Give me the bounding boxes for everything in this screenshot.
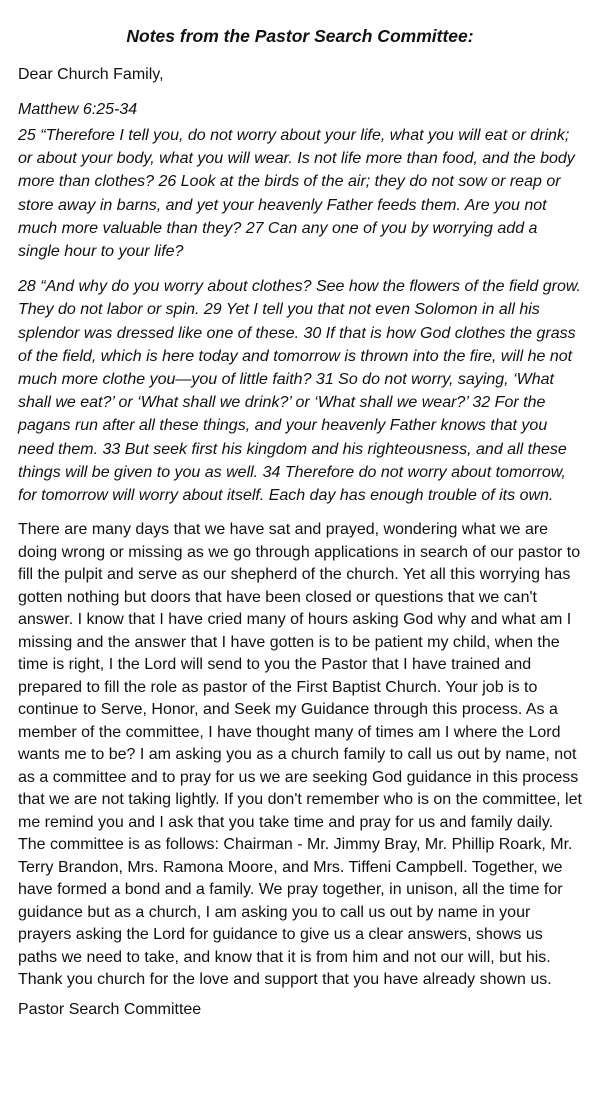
letter-body-paragraph: There are many days that we have sat and prayed, wondering what we are doing wrong or missing as we go through applications in search of our pastor to fill the pulpit and serve as our shepherd of the church. Yet all this worrying has gotten nothing but doors that have been closed or questions that we can't answer. I know that I have cried many of hours asking God why and what am I missing and the answer that I have gotten is to be patient my child, when the time is right, I the Lord will send to you the Pastor that I have trained and prepared to fill the role as pastor of the First Baptist Church. Your job is to continue to Serve, Honor, and Seek my Guidance through this process. As a member of the committee, I have thought many of times am I where the Lord wants me to be? I am asking you as a church family to call us out by name, not as a committee and to pray for us we are seeking God guidance in this process that we are not taking lightly. If you don't remember who is on the committee, let me remind you and I ask that you take time and pray for us and family daily. The committee is as follows: Chairman - Mr. Jimmy Bray, Mr. Phillip Roark, Mr. Terry Brandon, Mrs. Ramona Moore, and Mrs. Tiffeni Campbell. Together, we have formed a bond and a family. We pray together, in unison, all the time for guidance but as a church, I am asking you to call us out by name in your prayers asking the Lord for guidance to give us a clear answers, shows us paths we need to take, and know that it is from him and not our will, but his. Thank you church for the love and support that you have already shown us. (18, 521, 582, 989)
scripture-reference: Matthew 6:25-34 (18, 101, 138, 118)
document-title: Notes from the Pastor Search Committee: (126, 26, 474, 46)
salutation: Dear Church Family, (18, 66, 164, 83)
scripture-paragraph-1: 25 “Therefore I tell you, do not worry about your life, what you will eat or drink; or about your body, what you will wear. Is not life more than food, and the body more than clothes? 26 Look at the birds of the air; they do not sow or reap or store away in barns, and yet your heavenly Father feeds them. Are you not much more valuable than they? 27 Can any one of you by worrying add a single hour to your life? (18, 127, 575, 261)
signature: Pastor Search Committee (18, 1000, 202, 1018)
scripture-paragraph-2: 28 “And why do you worry about clothes? See how the flowers of the field grow. They do not labor or spin. 29 Yet I tell you that not even Solomon in all his splendor was dressed like one of these. 30 If that is how God clothes the grass of the field, which is here today and tomorrow is thrown into the fire, will he not much more clothe you—you of little faith? 31 So do not worry, saying, ‘What shall we eat?’ or ‘What shall we drink?’ or ‘What shall we wear?’ 32 For the pagans run after all these things, and your heavenly Father knows that you need them. 33 But seek first his kingdom and his righteousness, and all these things will be given to you as well. 34 Therefore do not worry about tomorrow, for tomorrow will worry about itself. Each day has enough trouble of its own. (18, 278, 581, 505)
